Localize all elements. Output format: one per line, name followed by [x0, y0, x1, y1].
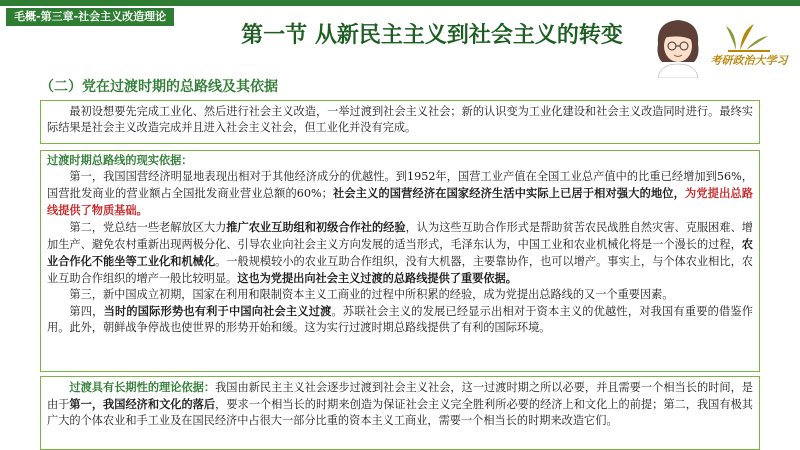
reality-label-text: 过渡时期总路线的现实依据：	[47, 154, 193, 167]
reality-basis-box	[40, 150, 760, 372]
reality-point-2: 第二，党总结一些老解放区大力推广农业互助组和初级合作社的经验，认为这些互助合作形式是帮助贫苦农民战胜自然灾害、克服困难、增加生产、避免农村重新出现两极分化、引导农业向社会主义方向发展的适当形式，毛泽东认为，中国工业和农业机械化将是一个漫长的过程，农业合作化不能坐等工业化和机械化。一般规模较小的农业互助合作组织，没有大机器，主要靠协作，也可以增产。事实上，与个体农业相比，农业互助合作组织的增产一般比较明显。这也为党提出向社会主义过渡的总路线提供了重要依据。	[47, 220, 753, 285]
reality-label	[47, 153, 753, 169]
avatar	[650, 16, 706, 78]
chapter-tag: 毛概-第三章-社会主义改造理论	[6, 8, 174, 26]
reality-point-1: 第一，我国国营经济明显地表现出相对于其他经济成分的优越性。到1952年，国营工业产值在全国工业总产值中的比重已经增加到56%，国营批发商业的营业额占全国批发商业营业总额的60%；社会主义的国营经济在国家经济生活中实际上已居于相对强大的地位，为党提出总路线提供了物质基础。	[47, 170, 753, 217]
section-subtitle: （二）党在过渡时期的总路线及其依据	[40, 79, 278, 95]
theory-label: 过渡具有长期性的理论依据：	[69, 381, 216, 394]
top-accent-bar	[0, 0, 800, 6]
intro-box	[40, 100, 760, 144]
theory-text: 过渡具有长期性的理论依据：我国由新民主主义社会逐步过渡到社会主义社会，这一过渡时期之所以必要，并且需要一个相当长的时间，是由于第一，我国经济和文化的落后，要求一个相当长的时期来创造为保证社会主义完全胜利所必要的经济上和文化上的前提；第二，我国有极其广大的个体农业和手工业及在国民经济中占很大一部分比重的资本主义工商业，需要一个相当长的时期来改造它们。	[47, 381, 753, 427]
page-title: 第一节 从新民主主义到社会主义的转变	[241, 23, 623, 48]
brand-logo	[706, 22, 792, 78]
reality-point-4: 第四，当时的国际形势也有利于中国向社会主义过渡。苏联社会主义的发展已经显示出相对于资本主义的优越性，对我国有重要的借鉴作用。此外，朝鲜战争停战也使世界的形势开始和缓。这为实行过渡时期总路线提供了有利的国际环境。	[47, 304, 753, 334]
reality-point-3: 第三，新中国成立初期，国家在利用和限制资本主义工商业的过程中所积累的经验，成为党提出总路线的又一个重要因素。	[69, 288, 674, 301]
intro-text: 最初设想要先完成工业化、然后进行社会主义改造，一举过渡到社会主义社会；新的认识变为工业化建设和社会主义改造同时进行。最终实际结果是社会主义改造完成并且进入社会主义社会，但工业化并没有完成。	[47, 105, 753, 134]
theory-basis-box	[40, 376, 760, 450]
logo-leaf-icon	[706, 22, 792, 54]
logo-text: 考研政治大学习	[710, 54, 788, 67]
